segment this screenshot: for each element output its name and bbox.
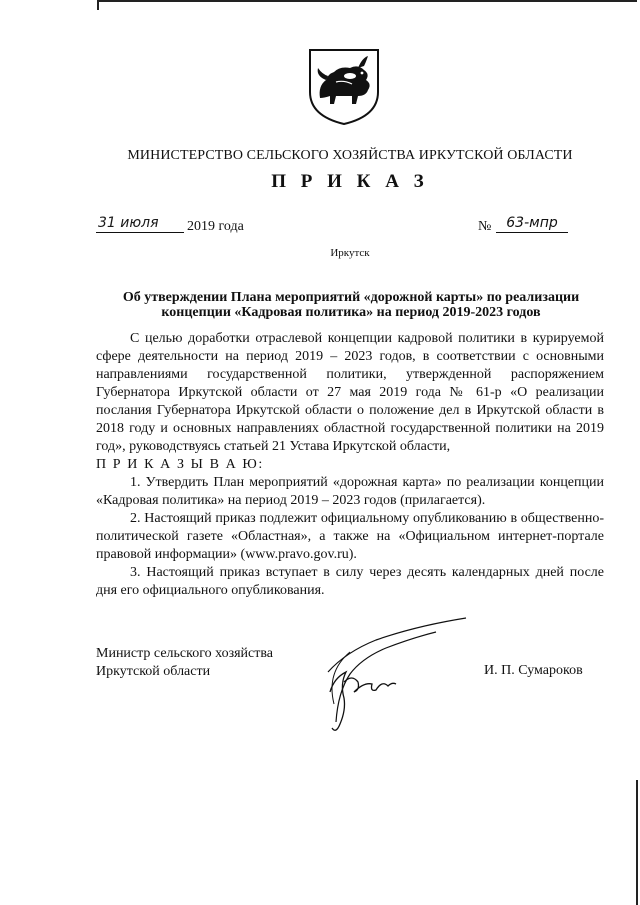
document-type: П Р И К А З	[271, 171, 429, 192]
handwritten-date: 31 июля	[96, 214, 184, 233]
handwritten-number: 63-мпр	[496, 214, 568, 233]
ministry-name: МИНИСТЕРСТВО СЕЛЬСКОГО ХОЗЯЙСТВА ИРКУТСКОЙ ОБЛАСТИ	[127, 148, 573, 163]
signatory-position-line2: Иркутской области	[96, 664, 211, 679]
order-item-3: 3. Настоящий приказ вступает в силу через десять календарных дней после дня его официального опубликования.	[96, 565, 604, 598]
scan-border-tick	[97, 0, 99, 10]
intro-paragraph: С целью доработки отраслевой концепции кадровой политики в курируемой сфере деятельности на период 2019 – 2023 годов, в соответствии с основными направлениями государственной политики, утвержденной распоряжением Губернатора Иркутской области от 27 мая 2019 года № 61-р «О реализации послания Губернатора Иркутской области о положение дел в Иркутской области в 2018 году и основных направлениях областной государственной политики на 2019 год», руководствуясь статьей 21 Устава Иркутской области,	[96, 331, 604, 454]
document-year: 2019 года	[187, 219, 244, 234]
scan-border-top	[97, 0, 637, 2]
document-city: Иркутск	[330, 247, 370, 259]
signatory-position-line1: Министр сельского хозяйства	[96, 646, 273, 661]
order-item-2: 2. Настоящий приказ подлежит официальному опубликованию в общественно-политической газете «Областная», а также на «Официальном интернет-портале правовой информации» (www.pravo.gov.ru).	[96, 511, 604, 562]
coat-of-arms-icon	[306, 46, 382, 126]
document-title: Об утверждении Плана мероприятий «дорожной карты» по реализации концепции «Кадровая политика» на период 2019-2023 годов	[122, 290, 580, 320]
order-item-1: 1. Утвердить План мероприятий «дорожная карта» по реализации концепции «Кадровая политика» на период 2019 – 2023 годов (прилагается).	[96, 475, 604, 508]
scan-border-right	[636, 780, 638, 905]
document-body	[96, 330, 604, 600]
order-word: П Р И К А З Ы В А Ю:	[96, 457, 264, 472]
signatory-position	[96, 645, 273, 681]
signatory-name: И. П. Сумароков	[484, 663, 583, 678]
number-sign: №	[478, 219, 492, 234]
handwritten-signature-icon	[316, 612, 496, 742]
